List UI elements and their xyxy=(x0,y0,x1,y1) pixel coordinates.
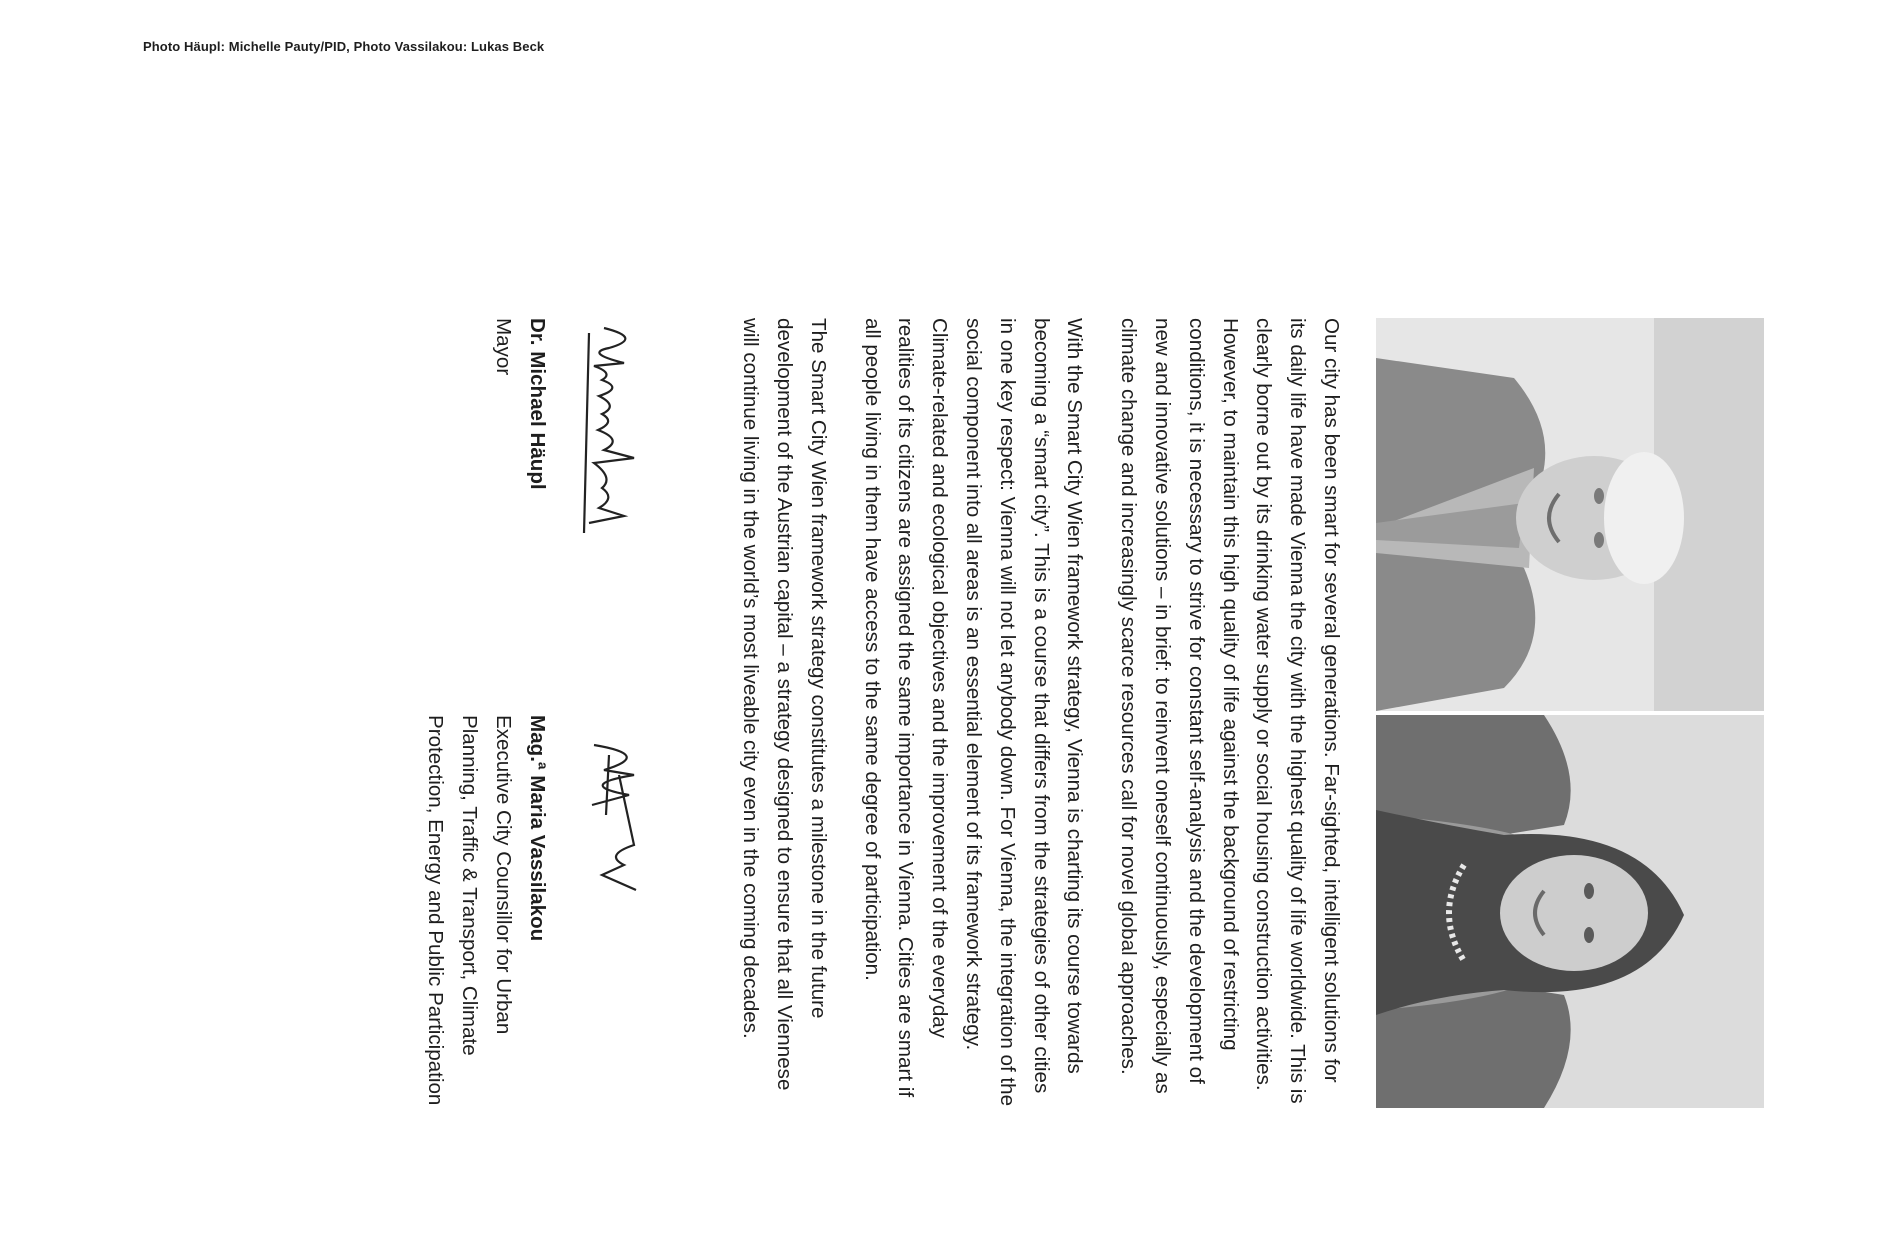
body-text xyxy=(713,318,1348,1108)
signature-haeupl xyxy=(564,318,664,548)
rotated-page xyxy=(384,318,1764,1108)
photo-haeupl xyxy=(1376,318,1764,711)
signatory-role: Mayor xyxy=(492,318,515,376)
paragraph-2: With the Smart City Wien framework strategy, Vienna is charting its course towards becoming a “smart city”. This is a course that differs from the strategies of other cities in one key respect: Vienna will not let anybody down. For Vienna, the integration of the social component into all areas is an essential element of its framework strategy. Climate-related and ecological objectives and the improvement of the everyday realities of its citizens are assigned the same importance in Vienna. Cities are smart if all people living in them have access to the same degree of participation. xyxy=(860,318,1087,1107)
signatory-role: Executive City Counsillor for Urban Planning, Traffic & Transport, Climate Protection, Energy and Public Participation xyxy=(424,715,515,1106)
photo-credit: Photo Häupl: Michelle Pauty/PID, Photo Vassilakou: Lukas Beck xyxy=(143,39,545,54)
signatory-name: Mag.ª Maria Vassilakou xyxy=(526,715,549,942)
signatory-name: Dr. Michael Häupl xyxy=(526,318,549,490)
paragraph-1: Our city has been smart for several generations. Far-sighted, intelligent solutions for its daily life have made Vienna the city with the highest quality of life worldwide. This is clearly borne out by its drinking water supply or social housing construction activities. However, to maintain this high quality of life against the background of restricting conditions, it is necessary to strive for constant self-analysis and the development of new and innovative solutions – in brief: to reinvent oneself continuously, especially as climate change and increasingly scarce resources call for novel global approaches. xyxy=(1117,318,1343,1104)
signature-vassilakou xyxy=(564,715,664,945)
photo-vassilakou xyxy=(1376,715,1764,1108)
paragraph-3: The Smart City Wien framework strategy constitutes a milestone in the future development of the Austrian capital – a strategy designed to ensure that all Viennese will continue living in the world’s most liveable city even in the coming decades. xyxy=(739,318,830,1091)
